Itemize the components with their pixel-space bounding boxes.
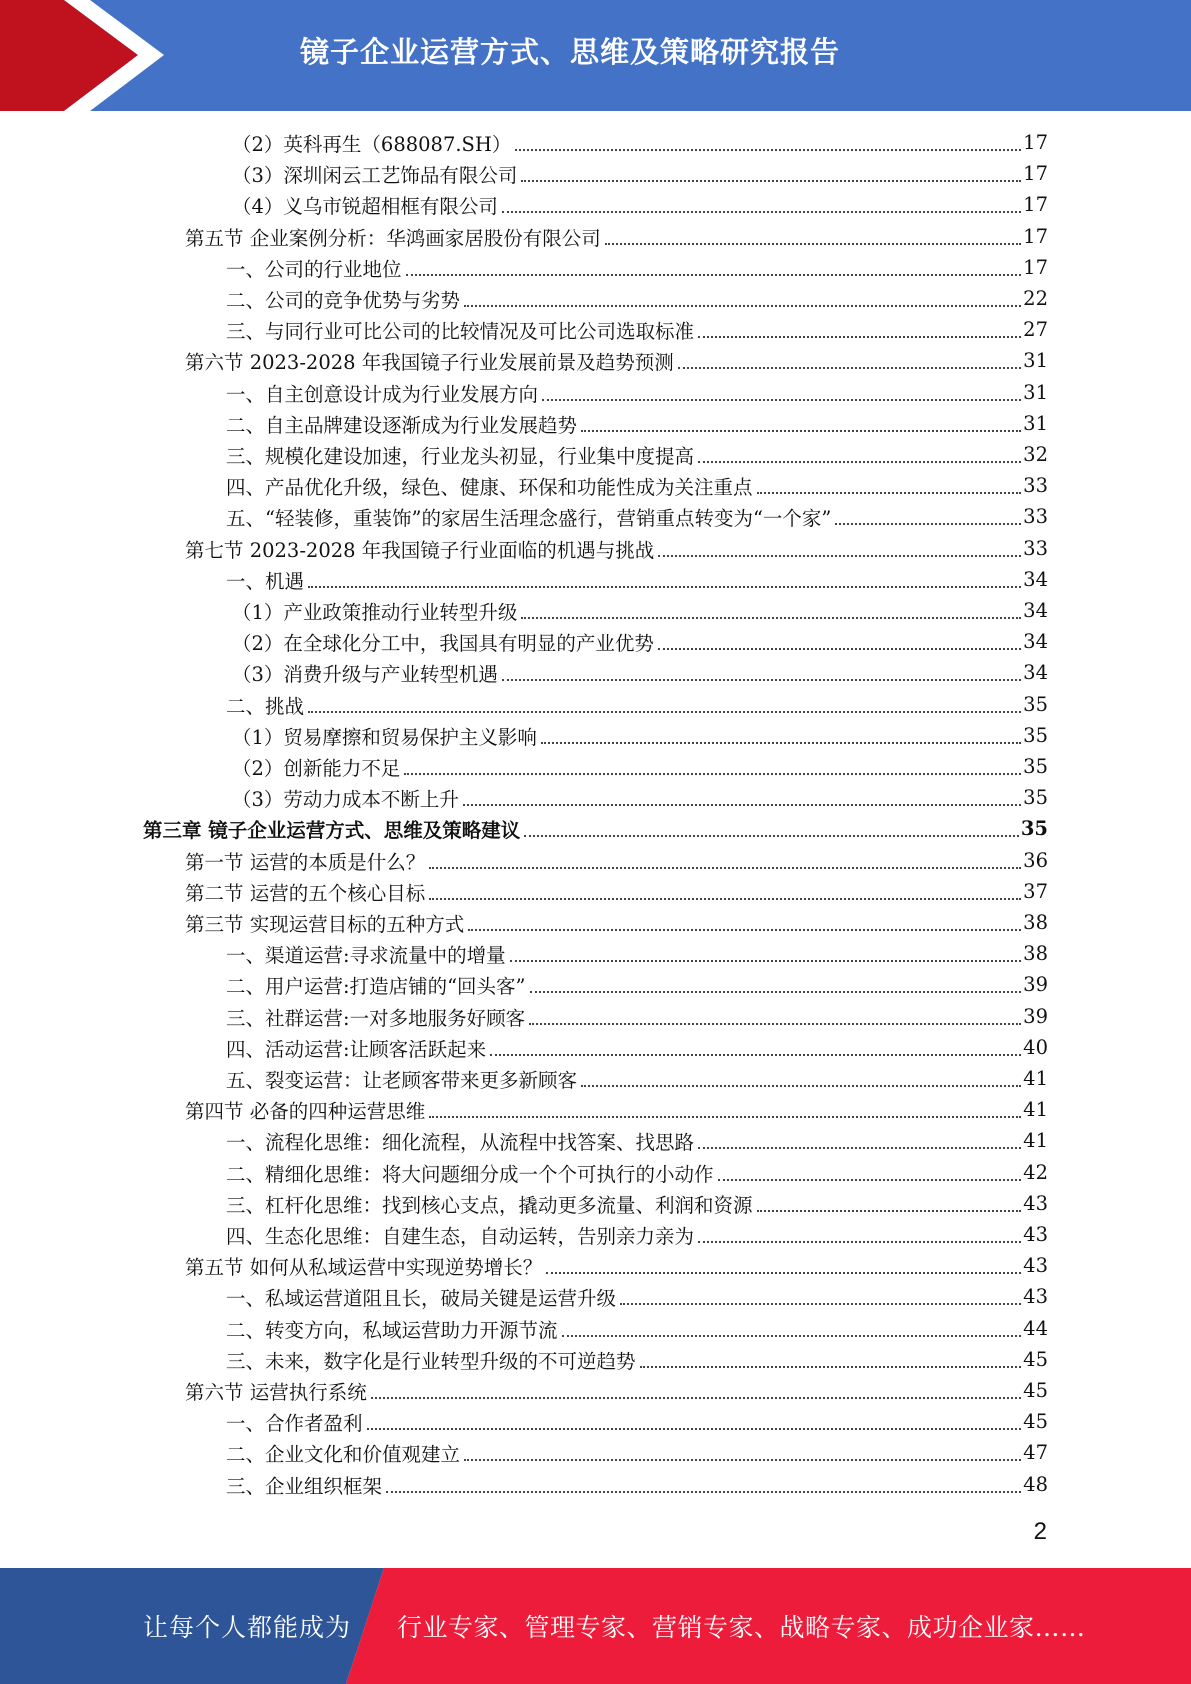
- toc-dot-leader: [463, 782, 1021, 813]
- toc-entry-title: 一、流程化思维：细化流程，从流程中找答案、找思路: [226, 1130, 695, 1154]
- toc-entry-title: （2）在全球化分工中，我国具有明显的产业优势: [232, 631, 654, 655]
- toc-dot-leader: [308, 564, 1021, 595]
- toc-entry-page: 41: [1023, 1129, 1048, 1152]
- toc-entry-page: 35: [1020, 817, 1048, 840]
- toc-entry-page: 34: [1023, 568, 1048, 591]
- toc-entry-page: 17: [1023, 131, 1048, 154]
- toc-subsection-entry[interactable]: [226, 1313, 1048, 1344]
- toc-entry-page: 38: [1023, 942, 1048, 965]
- toc-entry-title: 一、机遇: [226, 569, 305, 593]
- toc-entry-title: 五、裂变运营：让老顾客带来更多新顾客: [226, 1068, 578, 1092]
- toc-entry-title: （3）深圳闲云工艺饰品有限公司: [232, 163, 518, 187]
- toc-dot-leader: [367, 1406, 1022, 1437]
- toc-subsection-entry[interactable]: [232, 751, 1048, 782]
- toc-subsection-entry[interactable]: [226, 501, 1048, 532]
- toc-entry-page: 33: [1023, 474, 1048, 497]
- toc-subsection-entry[interactable]: [232, 626, 1048, 657]
- toc-subsection-entry[interactable]: [226, 689, 1048, 720]
- toc-entry-title: 一、私域运营道阻且长，破局关键是运营升级: [226, 1286, 617, 1310]
- toc-subsection-entry[interactable]: [226, 1188, 1048, 1219]
- toc-entry-page: 33: [1023, 505, 1048, 528]
- toc-entry-page: 33: [1023, 537, 1048, 560]
- toc-entry-page: 37: [1023, 880, 1048, 903]
- toc-dot-leader: [530, 969, 1022, 1000]
- toc-dot-leader: [658, 533, 1021, 564]
- toc-entry-page: 31: [1023, 381, 1048, 404]
- toc-subsection-entry[interactable]: [226, 408, 1048, 439]
- toc-entry-page: 43: [1023, 1254, 1048, 1277]
- toc-dot-leader: [658, 626, 1021, 657]
- toc-entry-title: 二、公司的竞争优势与劣势: [226, 288, 461, 312]
- toc-entry-title: 四、生态化思维：自建生态，自动运转，告别亲力亲为: [226, 1224, 695, 1248]
- toc-dot-leader: [468, 907, 1021, 938]
- toc-entry-page: 31: [1023, 412, 1048, 435]
- toc-dot-leader: [521, 158, 1021, 189]
- toc-dot-leader: [429, 876, 1021, 907]
- toc-dot-leader: [521, 595, 1021, 626]
- toc-entry-page: 35: [1023, 724, 1048, 747]
- toc-entry-title: 二、精细化思维：将大问题细分成一个个可执行的小动作: [226, 1162, 714, 1186]
- toc-entry-title: 第六节 2023-2028 年我国镜子行业发展前景及趋势预测: [185, 350, 674, 374]
- toc-subsection-entry[interactable]: [226, 1219, 1048, 1250]
- toc-subsection-entry[interactable]: [232, 720, 1048, 751]
- toc-subsection-entry[interactable]: [226, 1063, 1048, 1094]
- toc-entry-title: 第四节 必备的四种运营思维: [185, 1099, 426, 1123]
- toc-entry-title: 第二节 运营的五个核心目标: [185, 881, 426, 905]
- toc-entry-title: 四、活动运营:让顾客活跃起来: [226, 1037, 487, 1061]
- toc-dot-leader: [429, 845, 1021, 876]
- toc-dot-leader: [698, 1125, 1021, 1156]
- toc-dot-leader: [464, 1437, 1021, 1468]
- toc-entry-title: （1）贸易摩擦和贸易保护主义影响: [232, 725, 537, 749]
- toc-entry-page: 43: [1023, 1223, 1048, 1246]
- toc-entry-title: 三、未来，数字化是行业转型升级的不可逆趋势: [226, 1349, 636, 1373]
- toc-subsection-entry[interactable]: [226, 1437, 1048, 1468]
- toc-entry-title: 四、产品优化升级，绿色、健康、环保和功能性成为关注重点: [226, 475, 753, 499]
- toc-entry-page: 35: [1023, 786, 1048, 809]
- toc-dot-leader: [640, 1344, 1022, 1375]
- toc-subsection-entry[interactable]: [232, 127, 1048, 158]
- toc-section-entry[interactable]: [185, 345, 1048, 376]
- toc-entry-page: 17: [1023, 256, 1048, 279]
- toc-entry-page: 45: [1023, 1348, 1048, 1371]
- toc-entry-title: 一、自主创意设计成为行业发展方向: [226, 382, 539, 406]
- toc-dot-leader: [718, 1157, 1022, 1188]
- toc-subsection-entry[interactable]: [226, 1125, 1048, 1156]
- toc-dot-leader: [698, 314, 1021, 345]
- toc-dot-leader: [605, 221, 1021, 252]
- toc-subsection-entry[interactable]: [226, 377, 1048, 408]
- toc-subsection-entry[interactable]: [226, 439, 1048, 470]
- toc-dot-leader: [515, 127, 1021, 158]
- toc-section-entry[interactable]: [185, 221, 1048, 252]
- toc-section-entry[interactable]: [185, 907, 1048, 938]
- toc-entry-page: 47: [1023, 1441, 1048, 1464]
- toc-entry-page: 31: [1023, 349, 1048, 372]
- toc-dot-leader: [542, 377, 1021, 408]
- toc-section-entry[interactable]: [185, 1094, 1048, 1125]
- toc-entry-title: 二、企业文化和价值观建立: [226, 1442, 461, 1466]
- toc-entry-page: 45: [1023, 1379, 1048, 1402]
- toc-subsection-entry[interactable]: [232, 782, 1048, 813]
- toc-entry-title: 三、企业组织框架: [226, 1474, 383, 1498]
- toc-subsection-entry[interactable]: [232, 189, 1048, 220]
- toc-dot-leader: [562, 1313, 1022, 1344]
- toc-subsection-entry[interactable]: [226, 564, 1048, 595]
- toc-entry-title: 一、渠道运营:寻求流量中的增量: [226, 943, 506, 967]
- toc-dot-leader: [581, 408, 1021, 439]
- toc-entry-page: 17: [1023, 162, 1048, 185]
- toc-dot-leader: [429, 1094, 1021, 1125]
- report-header: [0, 0, 1191, 111]
- toc-entry-title: 二、挑战: [226, 694, 305, 718]
- toc-dot-leader: [620, 1281, 1021, 1312]
- toc-dot-leader: [386, 1469, 1021, 1500]
- toc-dot-leader: [546, 1250, 1021, 1281]
- toc-dot-leader: [510, 938, 1022, 969]
- toc-entry-page: 39: [1023, 1005, 1048, 1028]
- toc-entry-title: 五、“轻装修，重装饰”的家居生活理念盛行，营销重点转变为“一个家”: [226, 506, 832, 530]
- toc-entry-page: 34: [1023, 661, 1048, 684]
- toc-entry-title: （2）创新能力不足: [232, 756, 401, 780]
- toc-subsection-entry[interactable]: [232, 595, 1048, 626]
- toc-entry-page: 17: [1023, 225, 1048, 248]
- toc-entry-title: （1）产业政策推动行业转型升级: [232, 600, 518, 624]
- toc-subsection-entry[interactable]: [226, 1157, 1048, 1188]
- toc-subsection-entry[interactable]: [226, 283, 1048, 314]
- toc-dot-leader: [308, 689, 1021, 720]
- toc-section-entry[interactable]: [185, 1250, 1048, 1281]
- toc-dot-leader: [502, 657, 1021, 688]
- toc-subsection-entry[interactable]: [226, 252, 1048, 283]
- toc-dot-leader: [502, 189, 1021, 220]
- toc-subsection-entry[interactable]: [226, 1281, 1048, 1312]
- toc-subsection-entry[interactable]: [232, 657, 1048, 688]
- toc-entry-page: 35: [1023, 693, 1048, 716]
- toc-entry-page: 42: [1023, 1161, 1048, 1184]
- toc-entry-title: 第五节 如何从私域运营中实现逆势增长？: [185, 1255, 543, 1279]
- toc-subsection-entry[interactable]: [226, 1406, 1048, 1437]
- toc-entry-page: 32: [1023, 443, 1048, 466]
- footer-slogan-right: 行业专家、管理专家、营销专家、战略专家、成功企业家……: [397, 1613, 1086, 1642]
- toc-entry-title: 三、社群运营:一对多地服务好顾客: [226, 1006, 526, 1030]
- toc-entry-page: 43: [1023, 1285, 1048, 1308]
- toc-entry-page: 40: [1023, 1036, 1048, 1059]
- toc-section-entry[interactable]: [185, 1375, 1048, 1406]
- toc-entry-page: 17: [1023, 193, 1048, 216]
- toc-entry-title: 三、与同行业可比公司的比较情况及可比公司选取标准: [226, 319, 695, 343]
- toc-subsection-entry[interactable]: [226, 1032, 1048, 1063]
- toc-dot-leader: [678, 345, 1021, 376]
- toc-subsection-entry[interactable]: [226, 969, 1048, 1000]
- toc-dot-leader: [490, 1032, 1021, 1063]
- toc-entry-title: 第三章 镜子企业运营方式、思维及策略建议: [143, 818, 521, 842]
- toc-entry-page: 39: [1023, 973, 1048, 996]
- toc-subsection-entry[interactable]: [232, 158, 1048, 189]
- toc-entry-page: 34: [1023, 599, 1048, 622]
- toc-entry-page: 36: [1023, 849, 1048, 872]
- page-number: 2: [1033, 1518, 1047, 1545]
- footer-slogan-left: 让每个人都能成为: [143, 1613, 352, 1642]
- toc-entry-page: 44: [1023, 1317, 1048, 1340]
- toc-entry-page: 38: [1023, 911, 1048, 934]
- toc-subsection-entry[interactable]: [226, 470, 1048, 501]
- toc-dot-leader: [464, 283, 1021, 314]
- toc-subsection-entry[interactable]: [226, 938, 1048, 969]
- toc-dot-leader: [581, 1063, 1021, 1094]
- toc-entry-title: 一、合作者盈利: [226, 1411, 363, 1435]
- report-title: 镜子企业运营方式、思维及策略研究报告: [300, 34, 841, 69]
- toc-entry-page: 22: [1023, 287, 1048, 310]
- toc-entry-page: 27: [1023, 318, 1048, 341]
- toc-entry-title: （2）英科再生（688087.SH）: [232, 132, 512, 156]
- toc-entry-page: 41: [1023, 1067, 1048, 1090]
- toc-entry-page: 35: [1023, 755, 1048, 778]
- toc-entry-page: 48: [1023, 1473, 1048, 1496]
- toc-entry-title: 第三节 实现运营目标的五种方式: [185, 912, 465, 936]
- toc-entry-title: 一、公司的行业地位: [226, 257, 402, 281]
- toc-entry-title: （3）消费升级与产业转型机遇: [232, 662, 498, 686]
- toc-subsection-entry[interactable]: [226, 1469, 1048, 1500]
- toc-dot-leader: [698, 439, 1021, 470]
- toc-subsection-entry[interactable]: [226, 314, 1048, 345]
- toc-dot-leader: [524, 813, 1019, 844]
- toc-entry-title: （4）义乌市锐超相框有限公司: [232, 194, 498, 218]
- toc-entry-title: 二、自主品牌建设逐渐成为行业发展趋势: [226, 413, 578, 437]
- toc-entry-page: 45: [1023, 1410, 1048, 1433]
- toc-dot-leader: [404, 751, 1021, 782]
- toc-entry-title: 三、杠杆化思维：找到核心支点，撬动更多流量、利润和资源: [226, 1193, 753, 1217]
- toc-dot-leader: [757, 1188, 1022, 1219]
- toc-dot-leader: [757, 470, 1022, 501]
- toc-subsection-entry[interactable]: [226, 1344, 1048, 1375]
- toc-entry-page: 41: [1023, 1098, 1048, 1121]
- toc-entry-title: 二、用户运营:打造店铺的“回头客”: [226, 974, 526, 998]
- toc-entry-title: （3）劳动力成本不断上升: [232, 787, 459, 811]
- toc-dot-leader: [406, 252, 1022, 283]
- toc-entry-page: 43: [1023, 1192, 1048, 1215]
- toc-entry-title: 第五节 企业案例分析：华鸿画家居股份有限公司: [185, 226, 601, 250]
- toc-dot-leader: [371, 1375, 1021, 1406]
- toc-section-entry[interactable]: [185, 533, 1048, 564]
- toc-entry-title: 二、转变方向，私域运营助力开源节流: [226, 1318, 558, 1342]
- toc-dot-leader: [529, 1001, 1021, 1032]
- toc-dot-leader: [835, 501, 1021, 532]
- toc-entry-title: 第一节 运营的本质是什么？: [185, 850, 426, 874]
- toc-entry-title: 第七节 2023-2028 年我国镜子行业面临的机遇与挑战: [185, 538, 655, 562]
- toc-entry-title: 三、规模化建设加速，行业龙头初显，行业集中度提高: [226, 444, 695, 468]
- toc-section-entry[interactable]: [185, 845, 1048, 876]
- toc-chapter-entry[interactable]: [143, 813, 1048, 844]
- toc-entry-page: 34: [1023, 630, 1048, 653]
- toc-dot-leader: [698, 1219, 1021, 1250]
- toc-dot-leader: [541, 720, 1021, 751]
- toc-entry-title: 第六节 运营执行系统: [185, 1380, 367, 1404]
- toc-subsection-entry[interactable]: [226, 1001, 1048, 1032]
- toc-section-entry[interactable]: [185, 876, 1048, 907]
- report-footer: [0, 1568, 1191, 1684]
